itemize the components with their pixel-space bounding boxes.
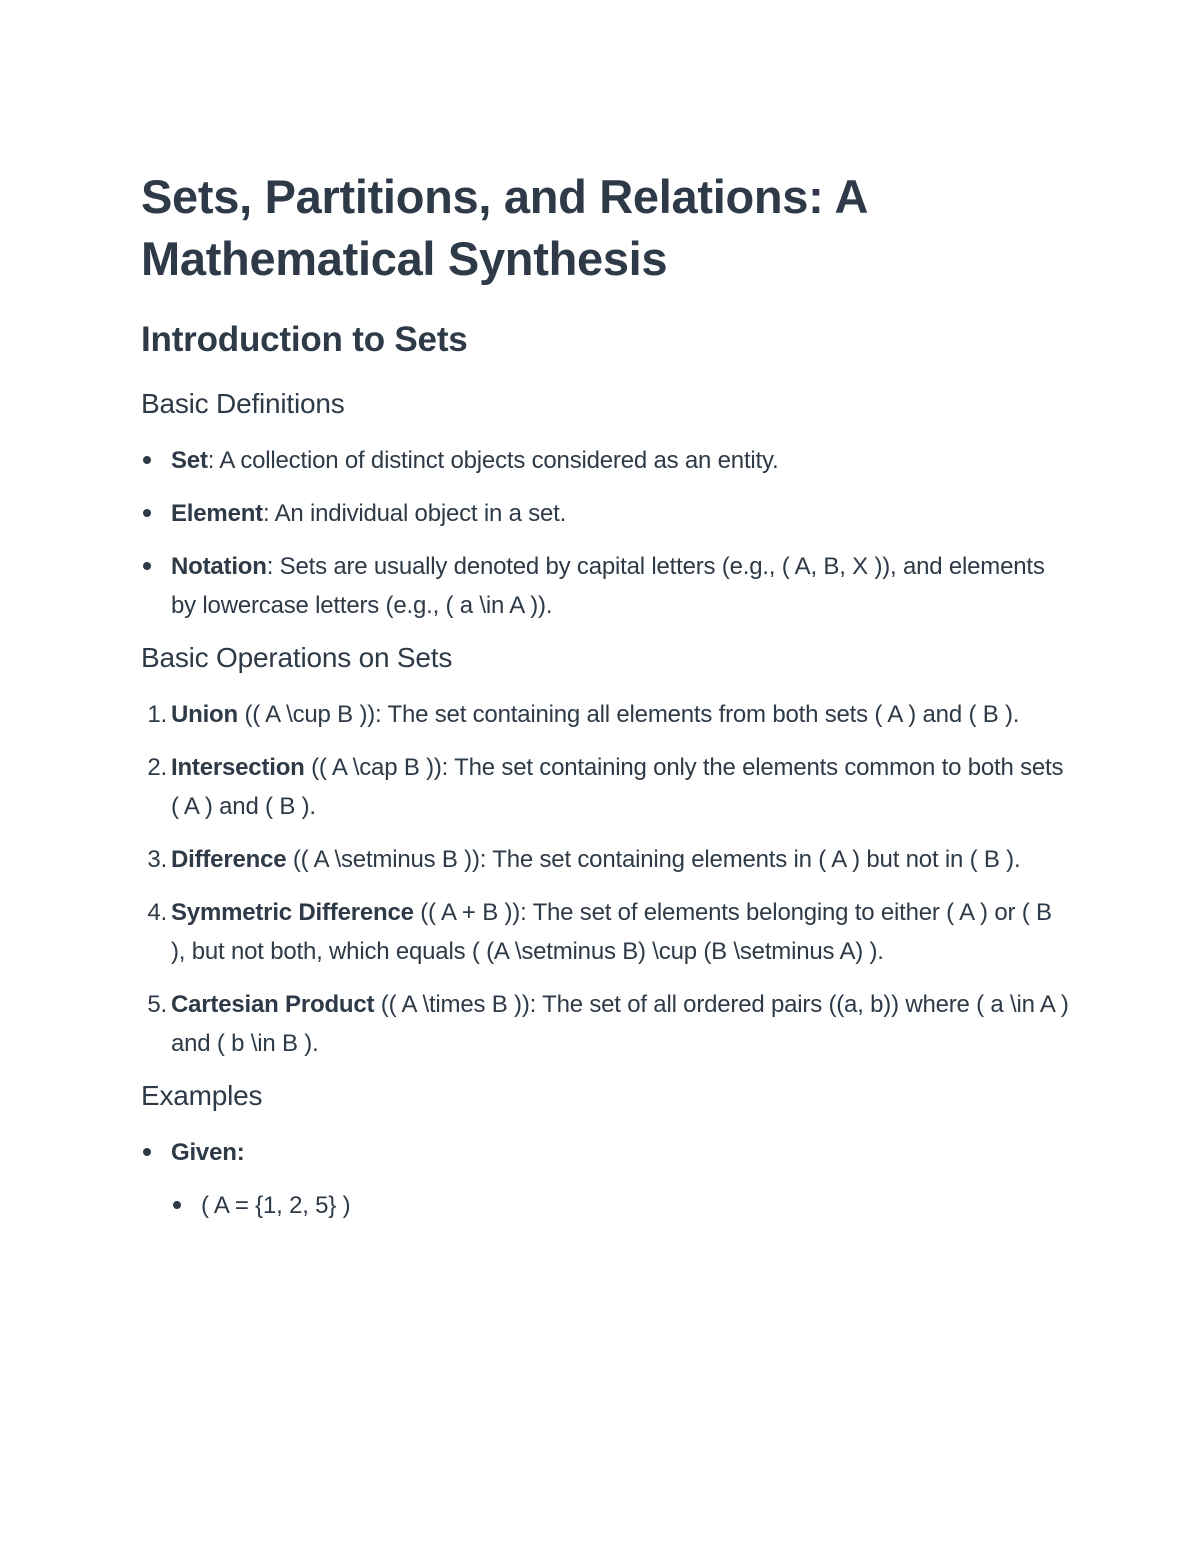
subheading-basic-definitions: Basic Definitions: [141, 388, 345, 419]
list-item: [141, 748, 1071, 826]
item-number: 1.: [147, 701, 167, 728]
term: Symmetric Difference: [171, 899, 414, 926]
definition-text: A collection of distinct objects considered as an entity.: [219, 447, 779, 474]
term: Notation: [171, 553, 267, 580]
list-item: [171, 1186, 1071, 1225]
term: Intersection: [171, 754, 305, 781]
term: Set: [171, 447, 208, 474]
list-item: [141, 840, 1071, 879]
item-number: 5.: [147, 991, 167, 1018]
list-item: [141, 547, 1071, 625]
operations-list: [141, 695, 1071, 1063]
operation-text: (( A \cap B )): The set containing only the elements common to both sets ( A ) and ( B ).: [171, 754, 1064, 820]
bullet-icon: [143, 509, 151, 517]
given-set-text: ( A = {1, 2, 5} ): [201, 1192, 351, 1219]
term: Union: [171, 701, 238, 728]
bullet-icon: [143, 456, 151, 464]
item-number: 2.: [147, 754, 167, 781]
list-item: [141, 695, 1071, 734]
list-item: [141, 1133, 1071, 1225]
separator: :: [266, 553, 280, 580]
operation-text: (( A \cup B )): The set containing all elements from both sets ( A ) and ( B ).: [237, 701, 1020, 728]
bullet-icon: [173, 1201, 181, 1209]
document-title: Sets, Partitions, and Relations: A Mathematical Synthesis: [141, 170, 867, 285]
definitions-list: [141, 441, 1071, 625]
bullet-icon: [143, 1148, 151, 1156]
definition-text: Sets are usually denoted by capital letters (e.g., ( A, B, X )), and elements by lowercase letters (e.g., ( a \in A )).: [171, 553, 1045, 619]
subheading-examples: Examples: [141, 1080, 263, 1111]
separator: :: [262, 500, 275, 527]
given-sublist: [171, 1186, 1071, 1225]
bullet-icon: [143, 562, 151, 570]
examples-list: [141, 1133, 1071, 1225]
term: Element: [171, 500, 263, 527]
list-item: [141, 494, 1071, 533]
list-item: [141, 893, 1071, 971]
item-number: 3.: [147, 846, 167, 873]
operation-text: (( A \times B )): The set of all ordered pairs ((a, b)) where ( a \in A ) and ( b \in B ).: [171, 991, 1069, 1057]
term: Difference: [171, 846, 287, 873]
item-number: 4.: [147, 899, 167, 926]
list-item: [141, 441, 1071, 480]
document-page: [141, 166, 1071, 1225]
definition-text: An individual object in a set.: [274, 500, 567, 527]
list-item: [141, 985, 1071, 1063]
operation-text: (( A + B )): The set of elements belonging to either ( A ) or ( B ), but not both, which equals ( (A \setminus B) \cup (B \setminus A) ).: [171, 899, 1052, 965]
operation-text: (( A \setminus B )): The set containing elements in ( A ) but not in ( B ).: [286, 846, 1021, 873]
given-label: Given:: [171, 1139, 245, 1166]
subheading-basic-operations: Basic Operations on Sets: [141, 642, 453, 673]
section-heading-intro: Introduction to Sets: [141, 320, 468, 359]
term: Cartesian Product: [171, 991, 375, 1018]
separator: :: [207, 447, 220, 474]
